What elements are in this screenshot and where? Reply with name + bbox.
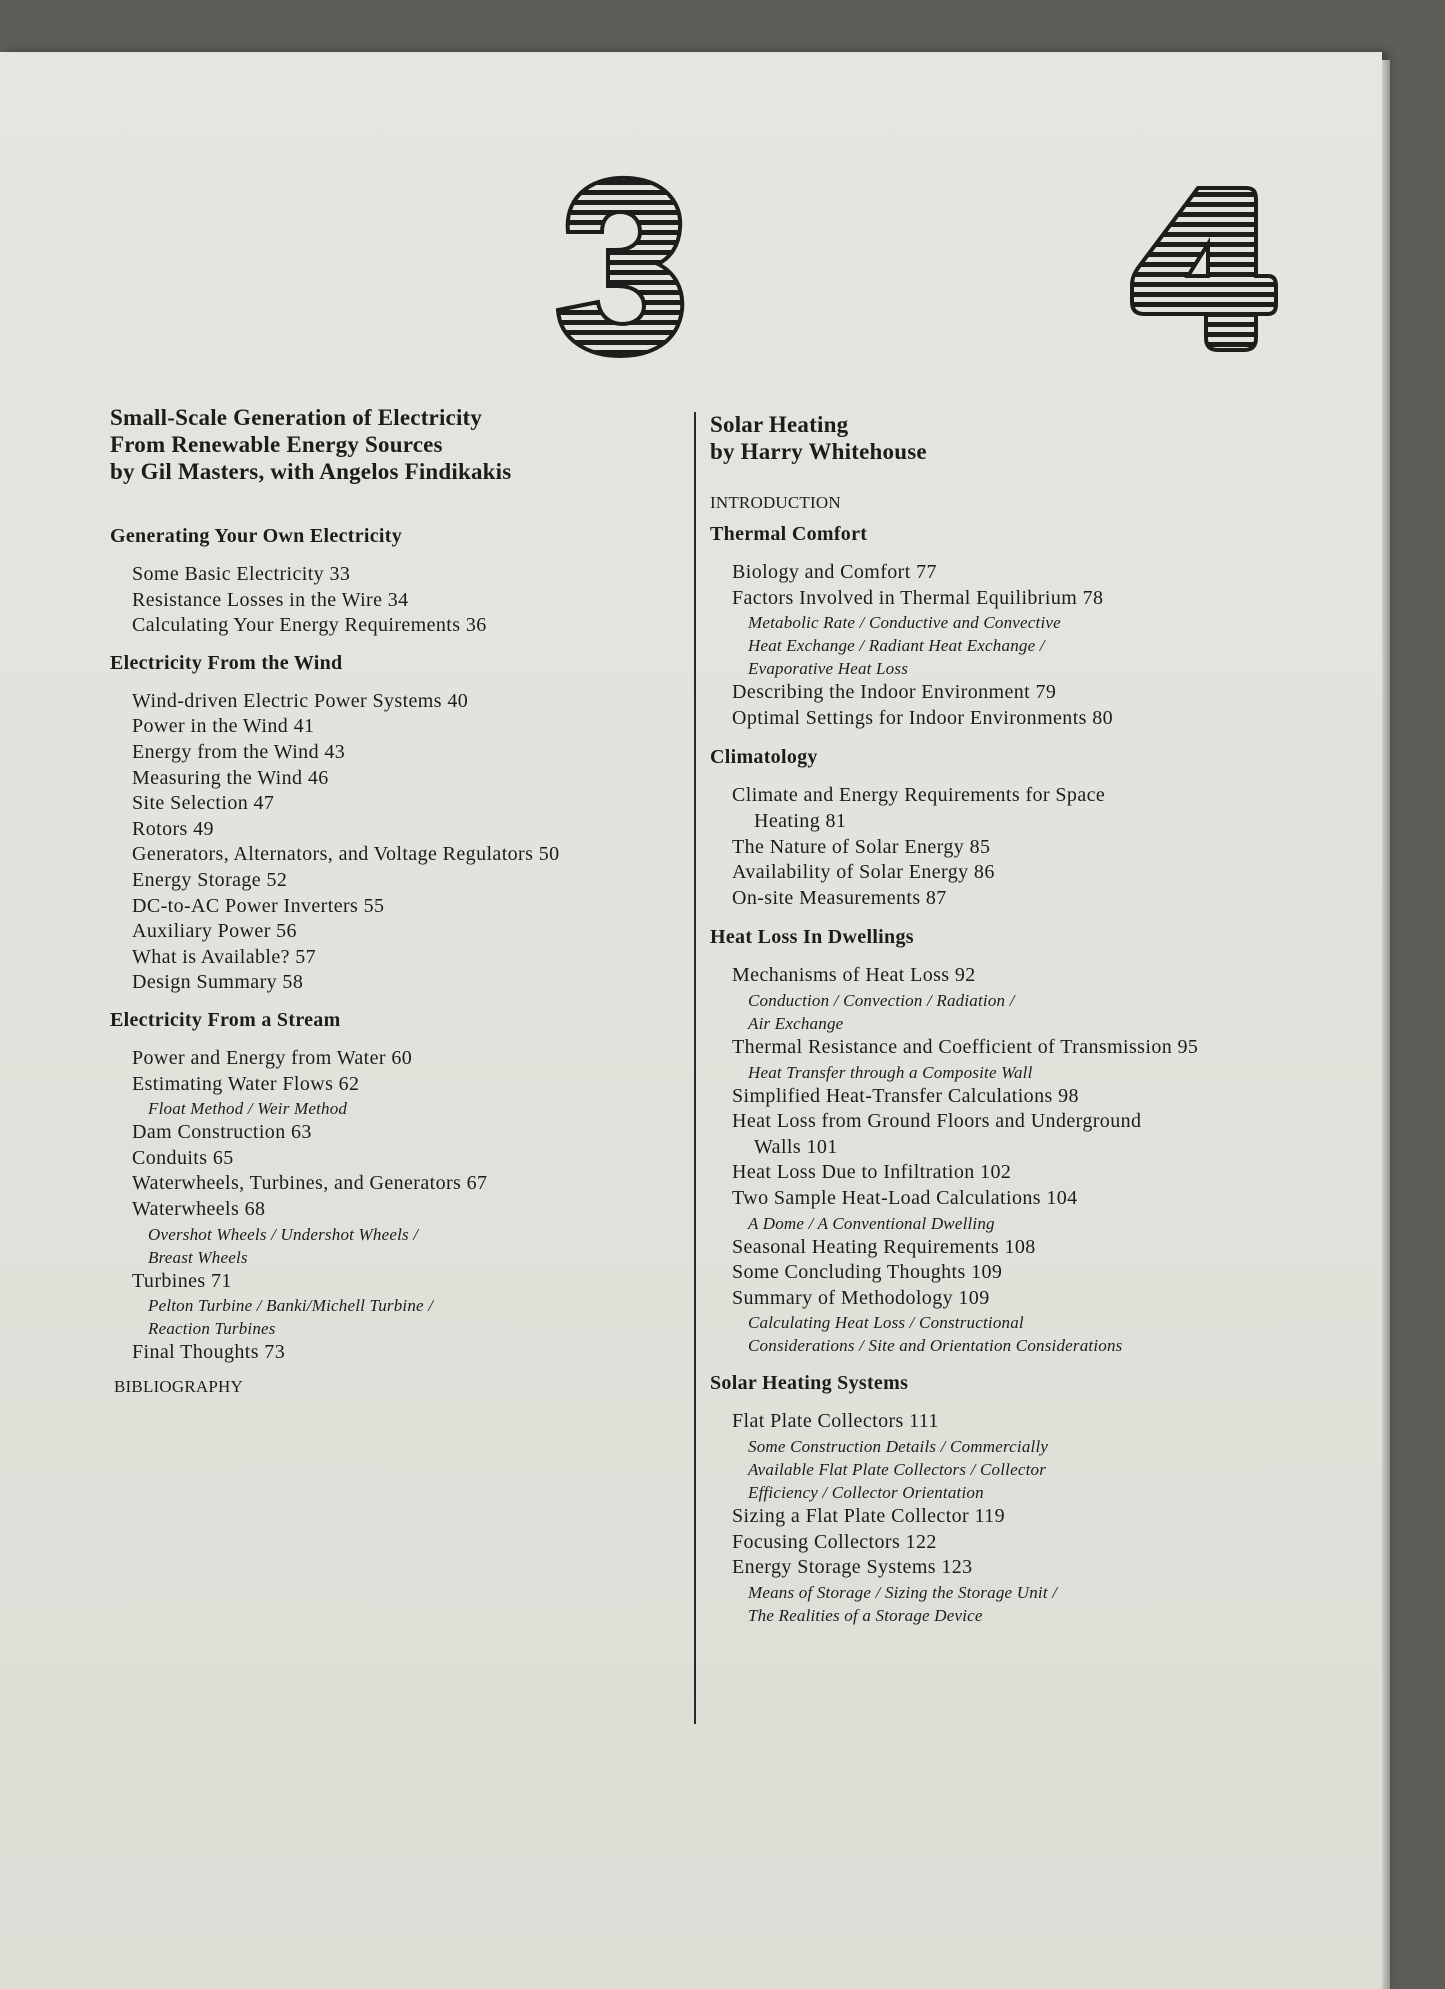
contents-item: Measuring the Wind 46 — [132, 766, 329, 789]
column-divider — [694, 412, 696, 1724]
contents-item: Turbines 71 — [132, 1269, 232, 1292]
contents-item: Some Concluding Thoughts 109 — [732, 1261, 1003, 1284]
contents-item: Estimating Water Flows 62 — [132, 1072, 360, 1095]
contents-item: Summary of Methodology 109 — [732, 1286, 990, 1309]
contents-subtopics: Float Method / Weir Method — [148, 1099, 348, 1119]
section-heading: Electricity From a Stream — [110, 1009, 341, 1031]
contents-subtopics: Efficiency / Collector Orientation — [748, 1483, 984, 1502]
chapter-title-line: by Gil Masters, with Angelos Findikakis — [110, 459, 512, 484]
contents-item: Design Summary 58 — [132, 971, 304, 994]
section-heading: Climatology — [710, 746, 818, 769]
introduction-label: INTRODUCTION — [710, 493, 841, 512]
contents-item: Climate and Energy Requirements for Space — [732, 784, 1106, 807]
contents-subtopics: Pelton Turbine / Banki/Michell Turbine / — [148, 1296, 434, 1316]
contents-item: Energy Storage Systems 123 — [732, 1556, 973, 1579]
contents-item: Wind-driven Electric Power Systems 40 — [132, 689, 469, 712]
contents-item: DC-to-AC Power Inverters 55 — [132, 894, 385, 917]
contents-item: Power in the Wind 41 — [132, 715, 315, 738]
contents-item: Describing the Indoor Environment 79 — [732, 681, 1057, 704]
contents-item: Two Sample Heat-Load Calculations 104 — [732, 1187, 1078, 1209]
contents-subtopics: Heat Transfer through a Composite Wall — [748, 1062, 1033, 1082]
contents-subtopics: Some Construction Details / Commercially — [748, 1437, 1049, 1456]
contents-item: Mechanisms of Heat Loss 92 — [732, 964, 976, 987]
contents-item: Heat Loss from Ground Floors and Underground — [732, 1110, 1142, 1133]
contents-subtopics: The Realities of a Storage Device — [748, 1605, 983, 1625]
contents-item: Seasonal Heating Requirements 108 — [732, 1235, 1036, 1258]
contents-subtopics: Considerations / Site and Orientation Considerations — [748, 1336, 1123, 1356]
contents-subtopics: Means of Storage / Sizing the Storage Unit / — [748, 1582, 1058, 1602]
contents-item: Simplified Heat-Transfer Calculations 98 — [732, 1084, 1079, 1107]
section-heading: Electricity From the Wind — [110, 651, 343, 674]
contents-subtopics: Metabolic Rate / Conductive and Convective — [748, 613, 1061, 633]
contents-item: Waterwheels 68 — [132, 1198, 266, 1220]
contents-item: Optimal Settings for Indoor Environments 80 — [732, 706, 1114, 729]
bibliography-label: BIBLIOGRAPHY — [114, 1376, 243, 1396]
contents-item-continued: Walls 101 — [754, 1135, 838, 1158]
contents-item: Thermal Resistance and Coefficient of Transmission 95 — [732, 1036, 1199, 1058]
contents-item: Site Selection 47 — [132, 792, 275, 815]
chapter-title-line: From Renewable Energy Sources — [110, 432, 443, 457]
contents-subtopics: Available Flat Plate Collectors / Collector — [748, 1460, 1047, 1479]
contents-subtopics: Conduction / Convection / Radiation / — [748, 991, 1015, 1010]
chapter-4-numeral — [1128, 182, 1280, 354]
contents-item: Generators, Alternators, and Voltage Regulators 50 — [132, 843, 560, 866]
contents-item: Energy Storage 52 — [132, 869, 288, 891]
contents-item: Waterwheels, Turbines, and Generators 67 — [132, 1172, 488, 1195]
contents-subtopics: Calculating Heat Loss / Constructional — [748, 1313, 1024, 1333]
contents-subtopics: Reaction Turbines — [148, 1319, 276, 1339]
chapter-title-line: Solar Heating — [710, 412, 849, 437]
contents-item: On-site Measurements 87 — [732, 886, 947, 909]
contents-item: Sizing a Flat Plate Collector 119 — [732, 1505, 1005, 1527]
contents-subtopics: Evaporative Heat Loss — [748, 659, 909, 679]
contents-item: The Nature of Solar Energy 85 — [732, 835, 991, 858]
contents-item: Factors Involved in Thermal Equilibrium 78 — [732, 586, 1104, 609]
contents-item: Power and Energy from Water 60 — [132, 1047, 413, 1069]
contents-item: Resistance Losses in the Wire 34 — [132, 588, 409, 611]
section-heading: Thermal Comfort — [710, 523, 868, 545]
contents-item: Some Basic Electricity 33 — [132, 563, 351, 585]
contents-item: Calculating Your Energy Requirements 36 — [132, 614, 487, 637]
contents-item: Conduits 65 — [132, 1146, 234, 1169]
chapter-3-numeral — [550, 170, 690, 360]
contents-subtopics: A Dome / A Conventional Dwelling — [748, 1213, 995, 1233]
contents-item: Flat Plate Collectors 111 — [732, 1410, 939, 1433]
section-heading: Heat Loss In Dwellings — [710, 926, 914, 949]
chapter-title-line: by Harry Whitehouse — [710, 439, 927, 464]
contents-item: Focusing Collectors 122 — [732, 1530, 937, 1553]
contents-subtopics: Heat Exchange / Radiant Heat Exchange / — [748, 636, 1045, 656]
contents-item: Dam Construction 63 — [132, 1121, 312, 1144]
contents-item: Energy from the Wind 43 — [132, 741, 346, 763]
contents-item: Rotors 49 — [132, 817, 214, 840]
contents-item-continued: Heating 81 — [754, 810, 847, 832]
contents-item: Auxiliary Power 56 — [132, 920, 297, 943]
contents-subtopics: Overshot Wheels / Undershot Wheels / — [148, 1224, 419, 1244]
contents-subtopics: Air Exchange — [748, 1014, 844, 1033]
contents-item: Heat Loss Due to Infiltration 102 — [732, 1161, 1012, 1184]
chapter-title-line: Small-Scale Generation of Electricity — [110, 405, 483, 430]
section-heading: Solar Heating Systems — [710, 1372, 909, 1395]
contents-subtopics: Breast Wheels — [148, 1247, 248, 1267]
contents-item: Final Thoughts 73 — [132, 1341, 286, 1364]
contents-item: Biology and Comfort 77 — [732, 561, 937, 583]
section-heading: Generating Your Own Electricity — [110, 525, 403, 547]
contents-item: What is Available? 57 — [132, 945, 317, 968]
page-edge — [1382, 60, 1390, 1989]
contents-item: Availability of Solar Energy 86 — [732, 861, 995, 884]
